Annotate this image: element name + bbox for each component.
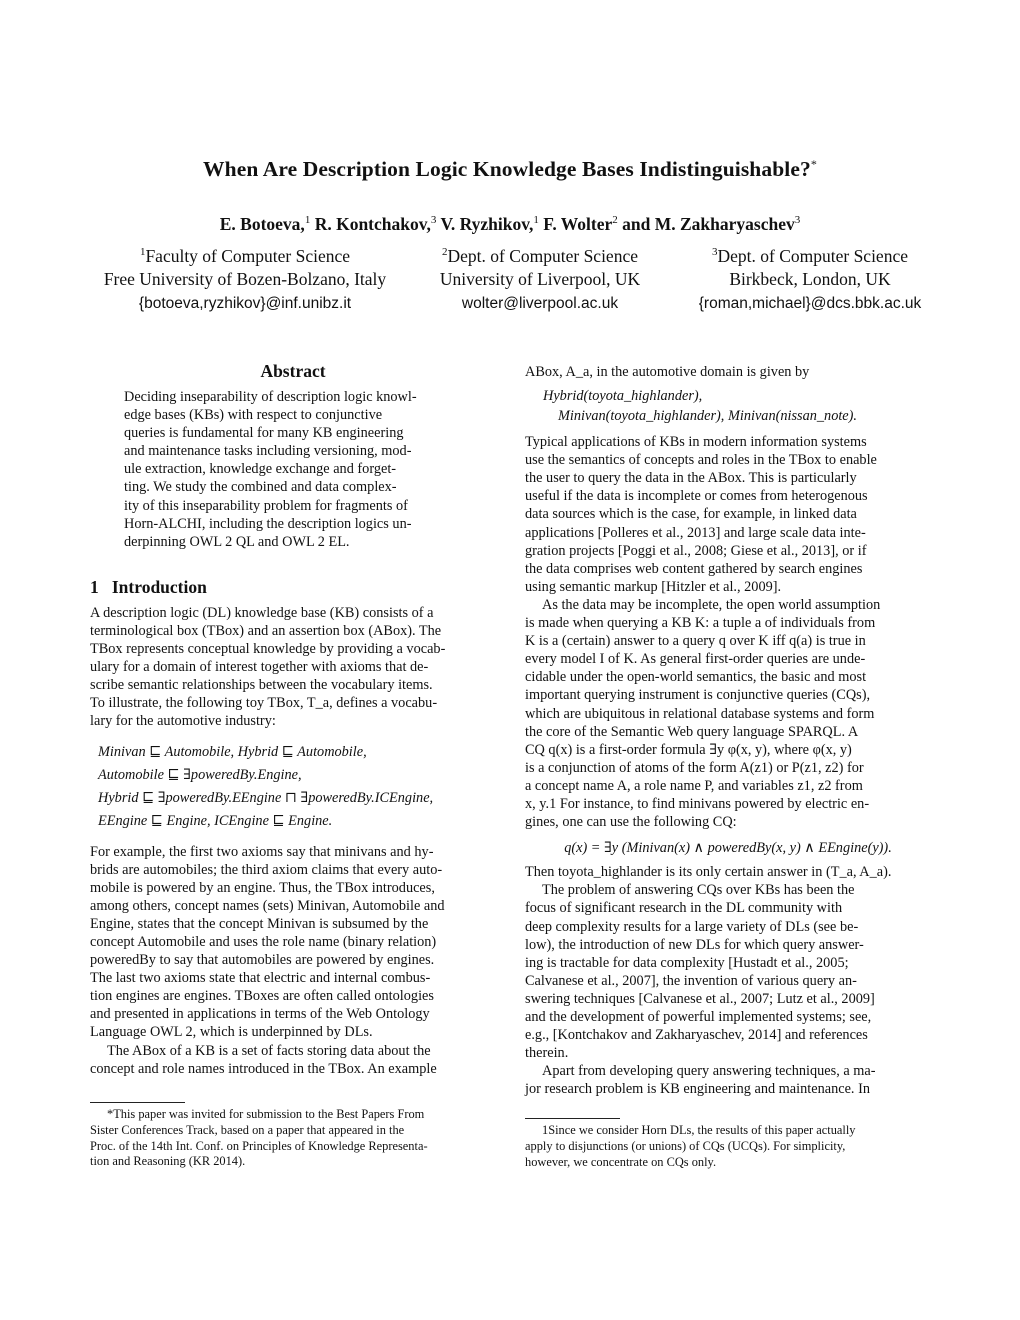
footnote-right: 1Since we consider Horn DLs, the results of this paper actually apply to disjunctions (or unions) of CQs (UCQs). For simplicity, however, we concentrate on CQs only. <box>525 1123 856 1169</box>
author: R. Kontchakov,$^3$ <box>314 214 437 234</box>
abox-intro: ABox, A_a, in the automotive domain is given by <box>525 364 810 380</box>
right-column <box>525 363 931 1098</box>
para-apart: Apart from developing query answering techniques, a ma- jor research problem is KB engineering and maintenance. In <box>525 1063 876 1098</box>
affiliation-2: $^2$Dept. of Computer Science University of Liverpool, UK wolter@liverpool.ac.uk <box>405 241 675 315</box>
author-list <box>0 214 1020 235</box>
left-column <box>90 358 496 1078</box>
paper-title <box>0 157 1020 182</box>
para-problem: The problem of answering CQs over KBs has been the focus of significant research in the DL community with deep complexity results for a large variety of DLs (see be- low), the introduction of new DLs for which query answer- ing is tractable for data complexity [Hustadt et al., 2005; Calvanese et al., 2007], the invention of various query an- swering techniques [Calvanese et al., 2007; Lutz et al., 2009] and the development of powerful implemented systems; see, e.g., [Kontchakov and Zakharyaschev, 2014] and references therein. <box>525 882 875 1062</box>
para-applications: Typical applications of KBs in modern information systems use the semantics of concepts and roles in the TBox to enable the user to query the data in the ABox. This is particularly useful if the data is incomplete or comes from heterogenous data sources which is the case, for example, in linked data applications [Polleres et al., 2013] and large scale data inte- gration projects [Poggi et al., 2008; Giese et al., 2013], or if the data comprises web content gathered by search engines using semantic markup [Hitzler et al., 2009]. <box>525 434 877 595</box>
cq-formula: q(x) = ∃y (Minivan(x) ∧ poweredBy(x, y) ∧ EEngine(y)). <box>564 840 892 857</box>
abstract-heading: Abstract <box>260 361 326 381</box>
author: E. Botoeva,$^1$ <box>219 214 311 234</box>
affiliation-1: $^1$Faculty of Computer Science Free University of Bozen-Bolzano, Italy {botoeva,ryzhikov}@inf.unibz.it <box>60 241 430 315</box>
section-1-heading: 1 Introduction <box>90 576 207 597</box>
tbox-axioms: Minivan ⊑ Automobile, Hybrid ⊑ Automobile, Automobile ⊑ ∃poweredBy.Engine, Hybrid ⊑ ∃poweredBy.EEngine ⊓ ∃poweredBy.ICEngine, EEngine ⊑ Engine, ICEngine ⊑ Engine. <box>98 743 434 829</box>
email: {roman,michael}@dcs.bbk.ac.uk <box>698 294 922 312</box>
title-footnote-mark: * <box>810 157 817 171</box>
author: V. Ryzhikov,$^1$ <box>440 214 539 234</box>
intro-para-1: A description logic (DL) knowledge base (KB) consists of a terminological box (TBox) and an assertion box (ABox). The TBox represents conceptual knowledge by providing a vocab- ulary for a domain of interest together with axioms that de- scribe semantic relationships between the vocabulary items. To illustrate, the following toy TBox, T_a, defines a vocabu- lary for the automotive industry: <box>90 604 446 730</box>
affiliation-3: $^3$Dept. of Computer Science Birkbeck, London, UK {roman,michael}@dcs.bbk.ac.uk <box>655 241 965 315</box>
email: {botoeva,ryzhikov}@inf.unibz.it <box>138 294 352 312</box>
author: F. Wolter$^2$ <box>543 214 618 234</box>
para-open-world: As the data may be incomplete, the open world assumption is made when querying a KB K: a tuple a of individuals from K is a (certain) answer to a query q over K iff q(a) is true in every model I of K. As general first-order queries are unde- cidable under the open-world semantics, the basic and most important querying instrument is conjunctive queries (CQs), which are ubiquitous in relational database systems and form the core of the Semantic Web query language SPARQL. A CQ q(x) is a first-order formula ∃y φ(x, y), where φ(x, y) is a conjunction of atoms of the form A(z1) or P(z1, z2) for a concept name A, a role name P, and variables z1, z2 from x, y.1 For instance, to find minivans powered by electric en- gines, one can use the following CQ: <box>525 596 881 831</box>
footnote-rule <box>525 1118 620 1119</box>
intro-para-2: For example, the first two axioms say that minivans and hy- brids are automobiles; the third axiom claims that every auto- mobile is powered by an engine. Thus, the TBox introduces, among others, concept names (sets) Minivan, Automobile and Engine, states that the concept Minivan is subsumed by the concept Automobile and uses the role name (binary relation) poweredBy to say that automobiles are powered by engines. The last two axioms state that electric and internal combus- tion engines are engines. TBoxes are often called ontologies and presented in applications in terms of the Web Ontology Language OWL 2, which is underpinned by DLs. <box>90 843 445 1041</box>
abstract-body: Deciding inseparability of description logic knowl- edge bases (KBs) with respect to conjunctive queries is fundamental for many KB engineering and maintenance tasks including versioning, mod- ule extraction, knowledge exchange and forget- ting. We study the combined and data complex- ity of this inseparability problem for fragments of Horn-ALCHI, including the description logics un- derpinning OWL 2 QL and OWL 2 EL. <box>124 389 417 550</box>
email: wolter@liverpool.ac.uk <box>461 294 619 312</box>
footnote-left: *This paper was invited for submission to the Best Papers From Sister Conferences Track, based on a paper that appeared in the Proc. of the 14th Int. Conf. on Principles of Knowledge Representa- tion and Reasoning (KR 2014). <box>90 1107 428 1169</box>
abox-assertions: Hybrid(toyota_highlander), Minivan(toyota_highlander), Minivan(nissan_note). <box>543 388 857 425</box>
intro-para-3: The ABox of a KB is a set of facts storing data about the concept and role names introduced in the TBox. An example <box>90 1042 437 1077</box>
footnote-rule <box>90 1102 185 1103</box>
title-text: When Are Description Logic Knowledge Bases Indistinguishable? <box>203 157 811 182</box>
author: and M. Zakharyaschev$^3$ <box>622 214 801 234</box>
answer-line: Then toyota_highlander is its only certain answer in (T_a, A_a). <box>525 864 892 881</box>
